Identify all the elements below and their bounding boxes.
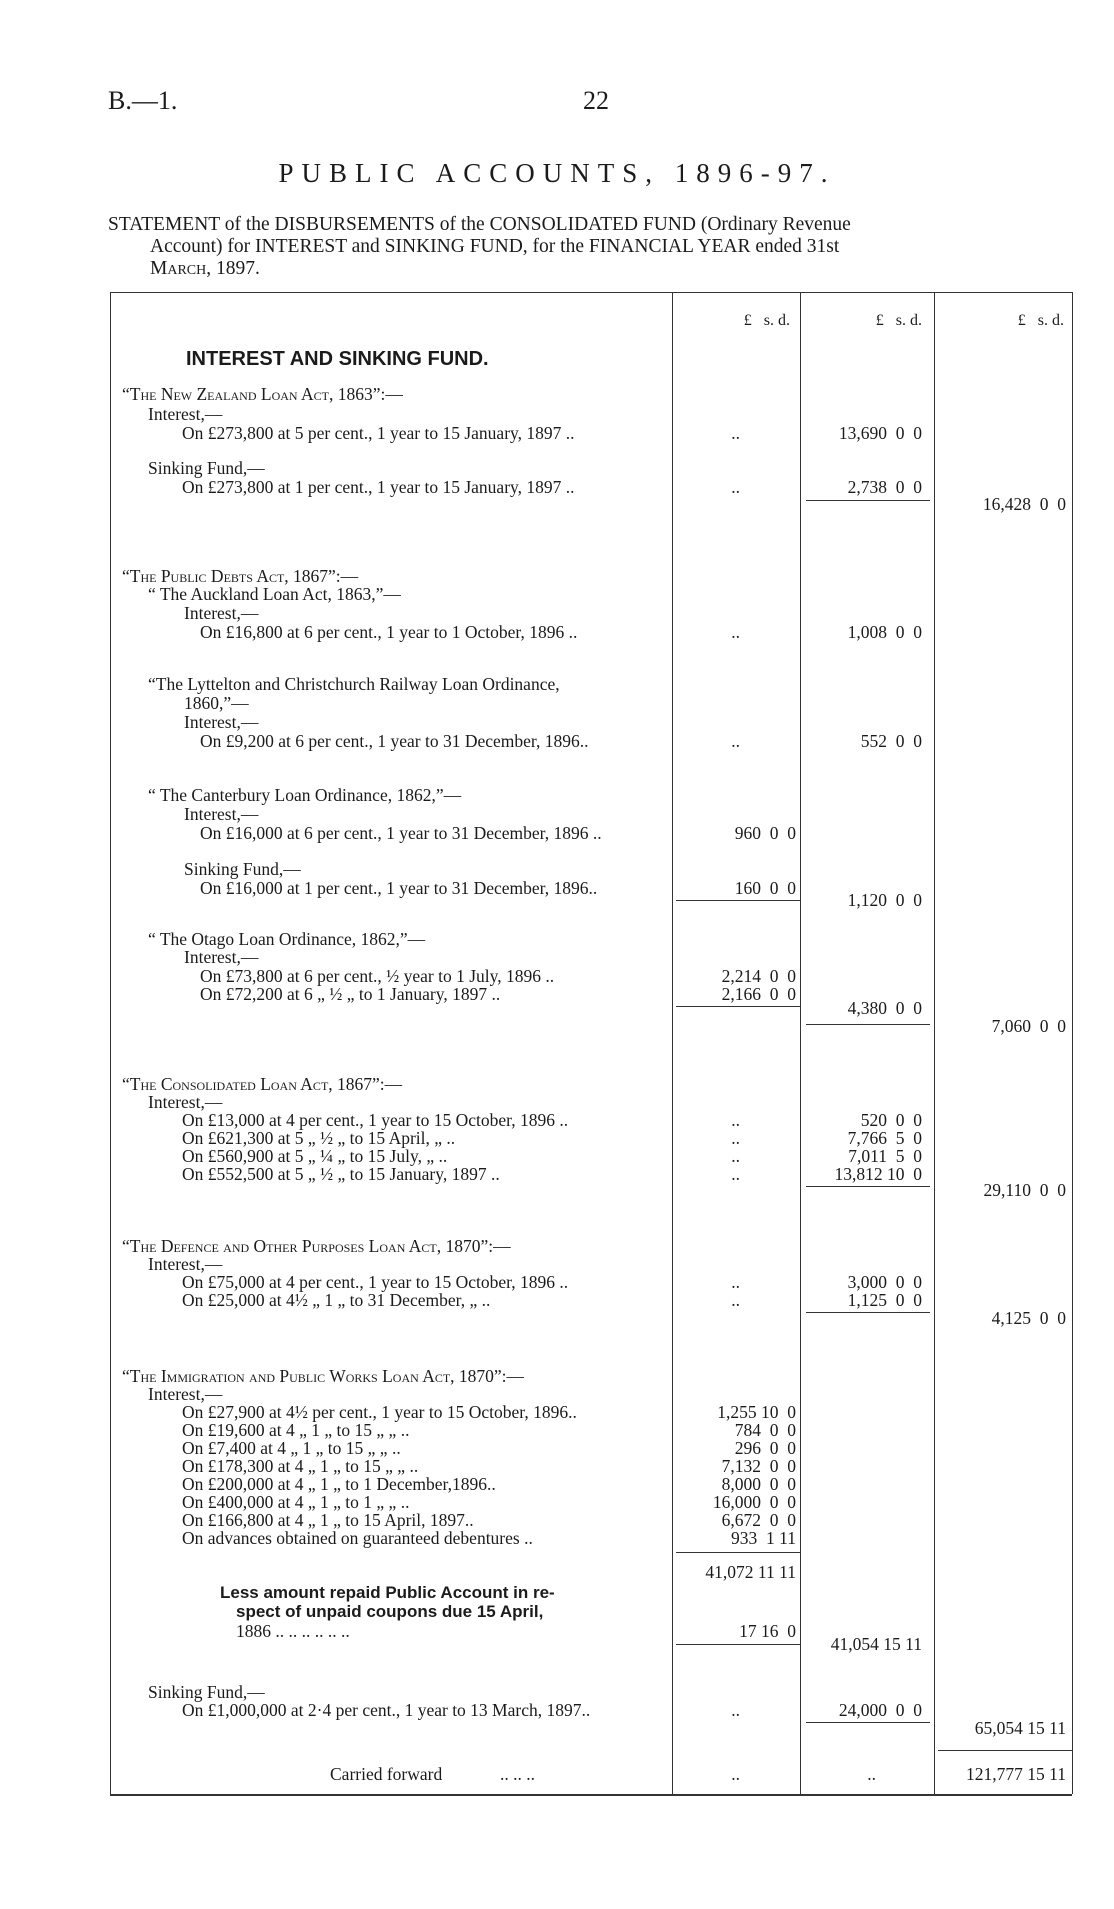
nz-total: 16,428 0 0: [982, 494, 1066, 514]
canterbury-total: 1,120 0 0: [847, 890, 922, 910]
immigration-amount-3: 296 0 0: [734, 1438, 796, 1458]
carried-forward-col2: ..: [867, 1764, 876, 1784]
carried-forward-dots: .. .. ..: [500, 1764, 535, 1784]
auckland-interest-line: On £16,800 at 6 per cent., 1 year to 1 October, 1896 ..: [200, 622, 578, 642]
consolidated-col1-3: ..: [731, 1146, 740, 1166]
immigration-line-8: On advances obtained on guaranteed debentures ..: [182, 1528, 533, 1548]
nz-interest-amount: 13,690 0 0: [838, 423, 922, 443]
immigration-subtotal: 41,072 11 11: [705, 1562, 796, 1582]
defence-line-2: On £25,000 at 4½ „ 1 „ to 31 December, „ ..: [182, 1290, 491, 1310]
otago-interest-amount-1: 2,214 0 0: [721, 966, 796, 986]
column-header-3: £ s. d.: [1017, 312, 1064, 329]
less-repaid-amount: 17 16 0: [739, 1621, 796, 1641]
column-header-2: £ s. d.: [875, 312, 922, 329]
consolidated-amount-3: 7,011 5 0: [848, 1146, 922, 1166]
page-reference: B.—1.: [108, 86, 178, 115]
section-heading: INTEREST AND SINKING FUND.: [186, 348, 489, 370]
defence-amount-2: 1,125 0 0: [847, 1290, 922, 1310]
canterbury-sinking-label: Sinking Fund,—: [184, 859, 301, 879]
otago-interest-label: Interest,—: [184, 947, 259, 967]
auckland-col1: ..: [731, 622, 740, 642]
canterbury-interest-line: On £16,000 at 6 per cent., 1 year to 31 December, 1896 ..: [200, 823, 602, 843]
carried-forward-label: Carried forward: [330, 1764, 443, 1784]
statement-line-3: [150, 258, 260, 280]
consolidated-col1-2: ..: [731, 1128, 740, 1148]
lyttelton-amount: 552 0 0: [860, 731, 922, 751]
immigration-amount-2: 784 0 0: [734, 1420, 796, 1440]
consolidated-subtotal-rule: [806, 1186, 930, 1187]
nz-interest-label: Interest,—: [148, 404, 223, 424]
immigration-amount-6: 16,000 0 0: [712, 1492, 796, 1512]
immigration-sinking-line: On £1,000,000 at 2·4 per cent., 1 year to 13 March, 1897..: [182, 1700, 591, 1720]
lyttelton-interest-label: Interest,—: [184, 712, 259, 732]
public-debts-subtotal-rule: [806, 1024, 930, 1025]
immigration-line-7: On £166,800 at 4 „ 1 „ to 15 April, 1897..: [182, 1510, 474, 1530]
defence-line-1: On £75,000 at 4 per cent., 1 year to 15 October, 1896 ..: [182, 1272, 569, 1292]
lyttelton-heading-2: 1860,”—: [184, 693, 249, 713]
carried-forward-col1: ..: [731, 1764, 740, 1784]
less-repaid-line-1: Less amount repaid Public Account in re-: [220, 1583, 555, 1602]
nz-interest-col1: ..: [731, 423, 740, 443]
lyttelton-col1: ..: [731, 731, 740, 751]
table-left-border: [110, 292, 111, 1794]
defence-col1-1: ..: [731, 1272, 740, 1292]
canterbury-sinking-amount: 160 0 0: [734, 878, 796, 898]
nz-sinking-line: On £273,800 at 1 per cent., 1 year to 15 January, 1897 ..: [182, 477, 575, 497]
lyttelton-interest-line: On £9,200 at 6 per cent., 1 year to 31 December, 1896..: [200, 731, 589, 751]
column-header-1: £ s. d.: [743, 312, 790, 329]
canterbury-interest-label: Interest,—: [184, 804, 259, 824]
consolidated-amount-1: 520 0 0: [860, 1110, 922, 1130]
otago-heading: “ The Otago Loan Ordinance, 1862,”—: [148, 929, 426, 949]
statement-month: March: [150, 258, 207, 279]
defence-loan-act-heading: “The Defence and Other Purposes Loan Act, 1870”:—: [122, 1236, 511, 1256]
immigration-line-6: On £400,000 at 4 „ 1 „ to 1 „ „ ..: [182, 1492, 410, 1512]
canterbury-sinking-line: On £16,000 at 1 per cent., 1 year to 31 December, 1896..: [200, 878, 598, 898]
immigration-sinking-col1: ..: [731, 1700, 740, 1720]
table-right-border: [1072, 292, 1073, 1794]
immigration-line-4: On £178,300 at 4 „ 1 „ to 15 „ „ ..: [182, 1456, 419, 1476]
consolidated-line-2: On £621,300 at 5 „ ½ „ to 15 April, „ ..: [182, 1128, 456, 1148]
statement-year: , 1897.: [206, 258, 260, 279]
immigration-line-1: On £27,900 at 4½ per cent., 1 year to 15 October, 1896..: [182, 1402, 577, 1422]
immigration-net-rule: [676, 1644, 800, 1645]
immigration-amount-1: 1,255 10 0: [717, 1402, 796, 1422]
immigration-line-3: On £7,400 at 4 „ 1 „ to 15 „ „ ..: [182, 1438, 401, 1458]
nz-interest-line: On £273,800 at 5 per cent., 1 year to 15 January, 1897 ..: [182, 423, 575, 443]
immigration-amount-8: 933 1 11: [731, 1528, 796, 1548]
column-divider-3: [934, 292, 935, 1794]
auckland-interest-label: Interest,—: [184, 603, 259, 623]
table-bottom-rule: [110, 1794, 1072, 1796]
consolidated-loan-act-heading: “The Consolidated Loan Act, 1867”:—: [122, 1074, 403, 1094]
canterbury-subtotal-rule: [676, 900, 800, 901]
statement-line-2: Account) for INTEREST and SINKING FUND, for the FINANCIAL YEAR ended 31st: [150, 236, 840, 257]
defence-col1-2: ..: [731, 1290, 740, 1310]
less-repaid-line-2: spect of unpaid coupons due 15 April,: [236, 1602, 544, 1621]
nz-subtotal-rule: [806, 500, 930, 501]
defence-amount-1: 3,000 0 0: [847, 1272, 922, 1292]
consolidated-line-4: On £552,500 at 5 „ ½ „ to 15 January, 1897 ..: [182, 1164, 500, 1184]
immigration-sinking-amount: 24,000 0 0: [838, 1700, 922, 1720]
otago-interest-line-2: On £72,200 at 6 „ ½ „ to 1 January, 1897 ..: [200, 984, 501, 1004]
nz-sinking-col1: ..: [731, 477, 740, 497]
immigration-line-5: On £200,000 at 4 „ 1 „ to 1 December,1896..: [182, 1474, 496, 1494]
nz-sinking-amount: 2,738 0 0: [847, 477, 922, 497]
auckland-amount: 1,008 0 0: [847, 622, 922, 642]
public-debts-total: 7,060 0 0: [991, 1016, 1066, 1036]
column-divider-1: [672, 292, 673, 1794]
immigration-loan-act-heading: “The Immigration and Public Works Loan Act, 1870”:—: [122, 1366, 525, 1386]
immigration-subtotal-rule: [806, 1722, 930, 1723]
consolidated-line-3: On £560,900 at 5 „ ¼ „ to 15 July, „ ..: [182, 1146, 448, 1166]
otago-subtotal-rule: [676, 1006, 800, 1007]
canterbury-heading: “ The Canterbury Loan Ordinance, 1862,”—: [148, 785, 462, 805]
consolidated-amount-4: 13,812 10 0: [834, 1164, 922, 1184]
otago-interest-amount-2: 2,166 0 0: [721, 984, 796, 1004]
less-repaid-line-3: 1886 .. .. .. .. .. ..: [236, 1621, 350, 1641]
page-title: PUBLIC ACCOUNTS, 1896-97.: [278, 158, 836, 188]
immigration-net-total: 41,054 15 11: [830, 1634, 922, 1654]
column-divider-2: [800, 292, 801, 1794]
carried-forward-rule: [938, 1750, 1072, 1751]
consolidated-col1-1: ..: [731, 1110, 740, 1130]
consolidated-total: 29,110 0 0: [983, 1180, 1066, 1200]
table-top-rule: [110, 292, 1072, 293]
consolidated-amount-2: 7,766 5 0: [847, 1128, 922, 1148]
immigration-amount-7: 6,672 0 0: [721, 1510, 796, 1530]
statement-line-1: STATEMENT of the DISBURSEMENTS of the CONSOLIDATED FUND (Ordinary Revenue: [108, 214, 851, 235]
nz-loan-act-heading: “The New Zealand Loan Act, 1863”:—: [122, 384, 403, 404]
defence-interest-label: Interest,—: [148, 1254, 223, 1274]
immigration-interest-label: Interest,—: [148, 1384, 223, 1404]
immigration-sinking-label: Sinking Fund,—: [148, 1682, 265, 1702]
otago-total: 4,380 0 0: [847, 998, 922, 1018]
canterbury-interest-amount: 960 0 0: [734, 823, 796, 843]
immigration-line-2: On £19,600 at 4 „ 1 „ to 15 „ „ ..: [182, 1420, 410, 1440]
defence-subtotal-rule: [806, 1312, 930, 1313]
immigration-sum-rule: [676, 1552, 800, 1553]
defence-total: 4,125 0 0: [991, 1308, 1066, 1328]
auckland-loan-heading: “ The Auckland Loan Act, 1863,”—: [148, 584, 401, 604]
consolidated-line-1: On £13,000 at 4 per cent., 1 year to 15 October, 1896 ..: [182, 1110, 569, 1130]
page-number: 22: [583, 86, 609, 115]
immigration-total: 65,054 15 11: [974, 1718, 1066, 1738]
nz-sinking-label: Sinking Fund,—: [148, 458, 265, 478]
consolidated-col1-4: ..: [731, 1164, 740, 1184]
consolidated-interest-label: Interest,—: [148, 1092, 223, 1112]
carried-forward-total: 121,777 15 11: [966, 1764, 1066, 1784]
lyttelton-heading-1: “The Lyttelton and Christchurch Railway Loan Ordinance,: [148, 674, 560, 694]
public-debts-act-heading: “The Public Debts Act, 1867”:—: [122, 566, 359, 586]
otago-interest-line-1: On £73,800 at 6 per cent., ½ year to 1 July, 1896 ..: [200, 966, 555, 986]
immigration-amount-4: 7,132 0 0: [721, 1456, 796, 1476]
immigration-amount-5: 8,000 0 0: [721, 1474, 796, 1494]
